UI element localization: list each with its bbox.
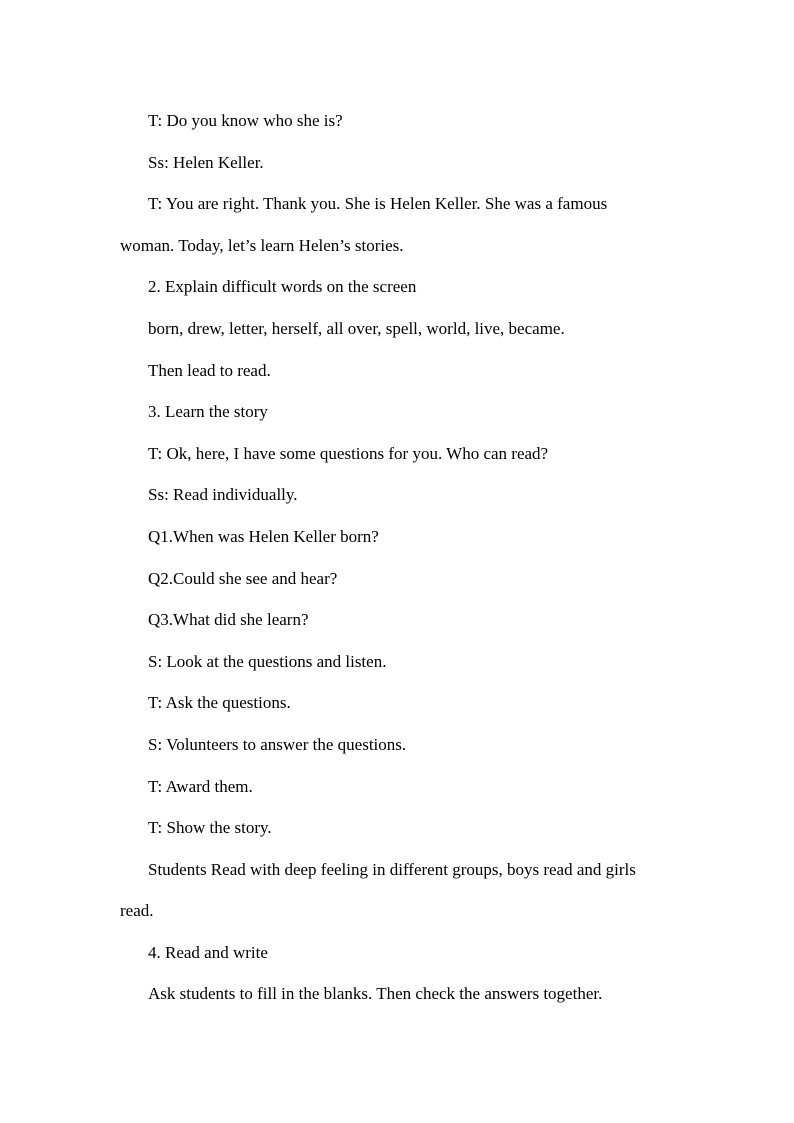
paragraph-fill-blanks: Ask students to fill in the blanks. Then check the answers together. <box>148 984 603 1004</box>
paragraph-volunteers: S: Volunteers to answer the questions. <box>148 734 407 754</box>
question-2: Q2.Could she see and hear? <box>148 568 338 588</box>
paragraph-lead-to-read: Then lead to read. <box>148 360 271 380</box>
paragraph-teacher-show: T: Show the story. <box>148 818 272 838</box>
section-heading-learn-story: 3. Learn the story <box>148 402 268 422</box>
paragraph-teacher-award: T: Award them. <box>148 776 253 796</box>
paragraph-teacher-question: T: Do you know who she is? <box>148 111 343 130</box>
question-3: Q3.What did she learn? <box>148 610 309 630</box>
section-heading-read-write: 4. Read and write <box>148 942 268 962</box>
paragraph-teacher-ask: T: Ask the questions. <box>148 693 291 713</box>
paragraph-students-answer: Ss: Helen Keller. <box>148 152 264 172</box>
question-1: Q1.When was Helen Keller born? <box>148 526 379 546</box>
paragraph-word-list: born, drew, letter, herself, all over, spell, world, live, became. <box>148 318 565 338</box>
document-body <box>120 100 660 1015</box>
paragraph-teacher-questions: T: Ok, here, I have some questions for you. Who can read? <box>148 443 549 463</box>
paragraph-teacher-intro: T: You are right. Thank you. She is Helen Keller. She was a famous woman. Today, let’s learn Helen’s stories. <box>120 194 608 255</box>
section-heading-explain-words: 2. Explain difficult words on the screen <box>148 277 417 297</box>
paragraph-group-reading: Students Read with deep feeling in different groups, boys read and girls read. <box>120 859 636 921</box>
paragraph-students-listen: S: Look at the questions and listen. <box>148 651 387 671</box>
paragraph-students-read: Ss: Read individually. <box>148 485 298 505</box>
